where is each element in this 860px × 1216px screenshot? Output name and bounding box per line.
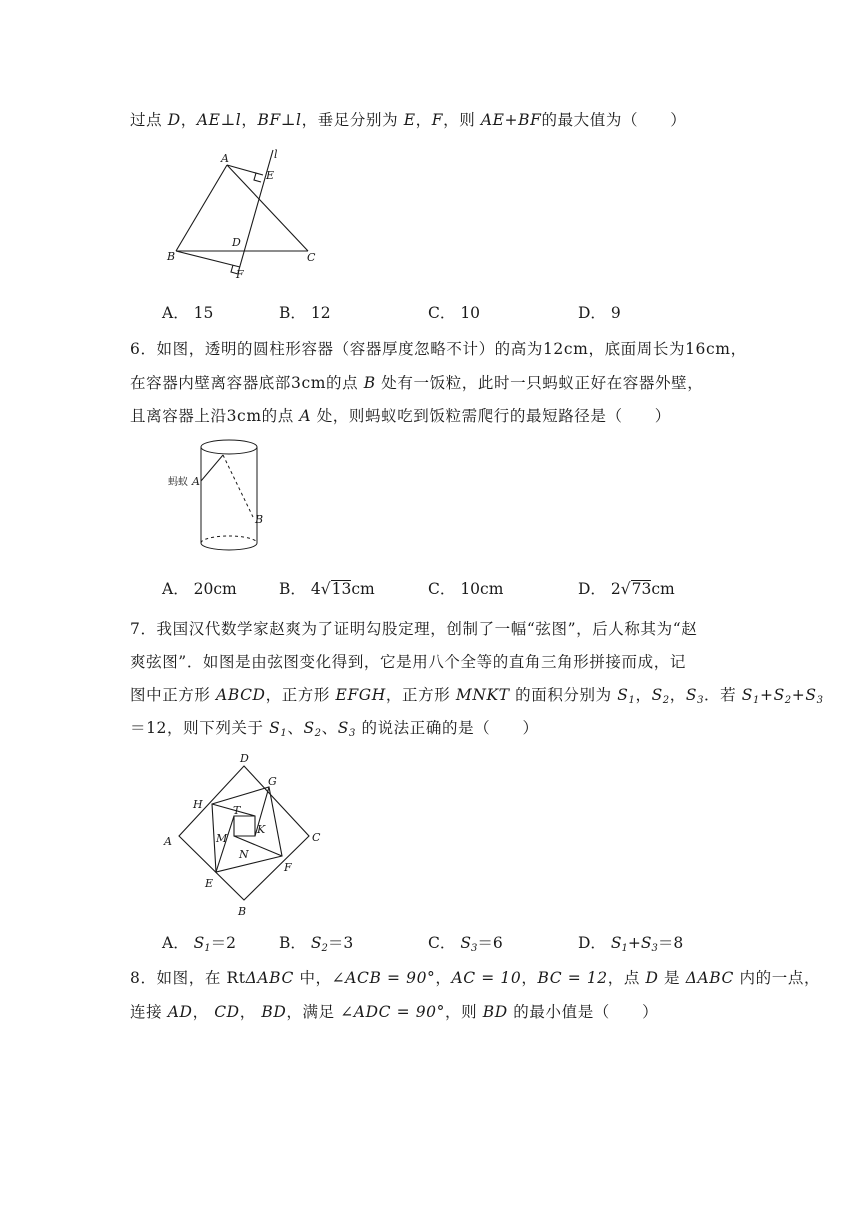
text: ， <box>239 1003 262 1021</box>
q7-option-a[interactable] <box>162 931 236 961</box>
option-radicand: 73 <box>631 580 652 598</box>
subscript: 3 <box>348 728 356 739</box>
var-a: A <box>299 407 312 425</box>
var-sum: AE+BF <box>480 111 542 129</box>
subscript: 3 <box>816 695 824 706</box>
var-s: S <box>269 719 281 737</box>
label-a: A <box>192 475 200 488</box>
label-n: N <box>239 848 249 861</box>
cylinder-top <box>201 440 257 454</box>
option-text: ＝8 <box>657 934 684 952</box>
q7-line-4 <box>130 716 539 746</box>
text: ＝12，则下列关于 <box>130 719 270 737</box>
q6-option-c[interactable] <box>428 577 503 601</box>
option-text: 10 <box>460 304 481 322</box>
var-mnkt: MNKT <box>455 686 510 704</box>
option-coef: 2 <box>610 580 621 598</box>
square-abcd <box>179 766 309 900</box>
var-d: D <box>645 969 659 987</box>
var-s: S <box>337 719 349 737</box>
text: ，正方形 <box>385 686 456 704</box>
text: + <box>759 686 774 704</box>
option-letter: C． <box>428 580 456 598</box>
q6-line-3 <box>130 404 671 428</box>
var-s: S <box>773 686 785 704</box>
label-b: B <box>255 513 264 526</box>
square-mnkt <box>234 816 255 836</box>
q7-option-c[interactable] <box>428 931 503 961</box>
text: ， <box>521 969 538 987</box>
label-e: E <box>266 169 275 182</box>
var-ad: AD <box>167 1003 193 1021</box>
subscript: 3 <box>470 943 478 954</box>
q6-option-b[interactable]: B． 4√13cm <box>279 580 375 598</box>
label-c: C <box>307 251 316 264</box>
label-a: A <box>221 152 229 165</box>
text: 且离容器上沿3cm的点 <box>130 407 300 425</box>
var-f: F <box>431 111 444 129</box>
var-bf: BF <box>257 111 281 129</box>
label-f: F <box>284 861 292 874</box>
perp-symbol: ⊥ <box>280 111 296 129</box>
option-letter: A． <box>162 934 189 952</box>
text: 的说法正确的是（ ） <box>355 719 539 737</box>
text: ，则 <box>445 1003 483 1021</box>
option-coef: 4 <box>310 580 321 598</box>
q5-option-d[interactable] <box>578 301 621 325</box>
var-s: S <box>651 686 663 704</box>
text: 过点 <box>130 111 168 129</box>
option-letter: D． <box>578 304 606 322</box>
text: ，满足 <box>286 1003 341 1021</box>
q7-line-1 <box>130 617 697 641</box>
subscript: 2 <box>662 695 670 706</box>
option-letter: B． <box>279 934 306 952</box>
text: 内的一点， <box>734 969 821 987</box>
text: + <box>791 686 806 704</box>
text: ，则 <box>443 111 481 129</box>
label-d: D <box>232 236 241 249</box>
text: ， <box>415 111 432 129</box>
var-l: l <box>235 111 242 129</box>
q5-option-c[interactable] <box>428 301 480 325</box>
option-letter: C． <box>428 304 456 322</box>
text: 8．如图，在 Rt <box>130 969 246 987</box>
text: + <box>627 934 641 952</box>
option-letter: D． <box>578 580 606 598</box>
subscript: 3 <box>651 943 658 954</box>
text: ，正方形 <box>265 686 336 704</box>
ant-path-inside <box>223 455 253 517</box>
segment-ab <box>176 165 227 251</box>
text: ，垂足分别为 <box>301 111 404 129</box>
var-triangle: ΔABC <box>245 969 294 987</box>
text: 在容器内壁离容器底部3cm的点 <box>130 374 364 392</box>
option-text: ＝2 <box>210 934 237 952</box>
var-efgh: EFGH <box>335 686 386 704</box>
var-s: S <box>460 934 471 952</box>
q5-option-b[interactable] <box>279 301 331 325</box>
subscript: 2 <box>314 728 322 739</box>
var-s: S <box>310 934 322 952</box>
cylinder-bottom-front <box>201 543 257 550</box>
option-letter: C． <box>428 934 456 952</box>
label-a: A <box>164 835 172 848</box>
text: 的面积分别为 <box>509 686 618 704</box>
var-s: S <box>741 686 753 704</box>
var-b: B <box>363 374 376 392</box>
subscript: 1 <box>628 695 636 706</box>
option-unit: cm <box>651 580 675 598</box>
subscript: 1 <box>621 943 628 954</box>
option-letter: D． <box>578 934 606 952</box>
option-letter: A． <box>162 580 189 598</box>
text: 的最小值是（ ） <box>507 1003 659 1021</box>
text: ， <box>669 686 686 704</box>
var-bd: BD <box>261 1003 287 1021</box>
var-s: S <box>193 934 205 952</box>
label-t: T <box>233 804 241 817</box>
option-text: 15 <box>193 304 214 322</box>
var-triangle: ΔABC <box>685 969 735 987</box>
var-angle: ∠ACB = 90° <box>331 969 436 987</box>
label-e: E <box>205 877 214 890</box>
perp-symbol: ⊥ <box>220 111 236 129</box>
label-d: D <box>240 752 249 765</box>
var-d: D <box>167 111 181 129</box>
q7-line-3 <box>130 683 824 713</box>
subscript: 1 <box>204 943 211 954</box>
option-text: ＝6 <box>477 934 503 952</box>
label-m: M <box>216 832 228 845</box>
text: 中， <box>293 969 332 987</box>
text: ，点 <box>607 969 646 987</box>
option-text: 20cm <box>193 580 237 598</box>
label-g: G <box>268 775 277 788</box>
text: 处有一饭粒，此时一只蚂蚁正好在容器外壁， <box>375 374 704 392</box>
option-text: 10cm <box>460 580 504 598</box>
label-h: H <box>193 798 203 811</box>
label-b: B <box>238 905 247 918</box>
text: 、 <box>287 719 304 737</box>
text: 的最大值为（ ） <box>541 111 687 129</box>
q6-option-d[interactable]: D． 2√73cm <box>578 580 675 598</box>
option-letter: A． <box>162 304 189 322</box>
label-l: l <box>274 148 278 161</box>
option-radicand: 13 <box>331 580 352 598</box>
subscript: 1 <box>280 728 288 739</box>
q7-option-d[interactable] <box>578 931 683 961</box>
q7-line-2 <box>130 650 686 674</box>
var-ae: AE <box>196 111 221 129</box>
label-ant: 蚂蚁 <box>168 477 188 488</box>
label-k: K <box>257 823 266 836</box>
var-s: S <box>640 934 652 952</box>
var-bc: BC = 12 <box>537 969 608 987</box>
var-angle: ∠ADC = 90° <box>340 1003 445 1021</box>
q6-option-a[interactable] <box>162 577 237 601</box>
var-e: E <box>403 111 416 129</box>
option-unit: cm <box>351 580 375 598</box>
var-abcd: ABCD <box>216 686 266 704</box>
subscript: 3 <box>697 695 705 706</box>
subscript: 2 <box>321 943 328 954</box>
text: ， <box>180 111 197 129</box>
text: ， <box>241 111 258 129</box>
label-f: F <box>236 268 244 281</box>
text: 7．我国汉代数学家赵爽为了证明勾股定理，创制了一幅“弦图”，后人称其为“赵 <box>130 620 698 638</box>
var-s: S <box>610 934 622 952</box>
q7-option-b[interactable] <box>279 931 353 961</box>
option-text: ＝3 <box>327 934 354 952</box>
text: 是 <box>658 969 686 987</box>
q6-line-1 <box>130 337 747 361</box>
q7-zhao-shuang-figure <box>160 748 340 923</box>
text: ， <box>435 969 452 987</box>
ant-path-outside <box>201 455 223 481</box>
cylinder-bottom-back <box>201 536 257 543</box>
option-text: 12 <box>310 304 331 322</box>
text: 爽弦图”．如图是由弦图变化得到，它是用八个全等的直角三角形拼接而成，记 <box>130 653 686 671</box>
var-s: S <box>303 719 315 737</box>
q6-cylinder-figure <box>165 435 275 560</box>
var-s: S <box>685 686 698 704</box>
subscript: 1 <box>753 695 760 706</box>
var-bd: BD <box>482 1003 508 1021</box>
q8-line-1 <box>130 966 820 990</box>
text: 连接 <box>130 1003 168 1021</box>
text: 处，则蚂蚁吃到饭粒需爬行的最短路径是（ ） <box>311 407 671 425</box>
q8-line-2 <box>130 1000 658 1024</box>
option-letter: B． <box>279 304 306 322</box>
segment-bf <box>176 251 240 267</box>
var-s: S <box>805 686 817 704</box>
label-b: B <box>167 250 176 263</box>
text: 6．如图，透明的圆柱形容器（容器厚度忽略不计）的高为12cm，底面周长为16cm， <box>130 340 747 358</box>
text: 、 <box>321 719 338 737</box>
text: ， <box>635 686 652 704</box>
var-cd: CD <box>214 1003 240 1021</box>
q5-figure <box>160 145 320 280</box>
q5-stem <box>130 108 686 132</box>
q6-line-2 <box>130 371 703 395</box>
var-l: l <box>296 111 302 129</box>
text: 图中正方形 <box>130 686 217 704</box>
var-ac: AC = 10 <box>451 969 522 987</box>
label-c: C <box>312 831 321 844</box>
text: ， <box>192 1003 215 1021</box>
subscript: 2 <box>784 695 792 706</box>
text: ．若 <box>704 686 742 704</box>
option-text: 9 <box>610 304 621 322</box>
var-s: S <box>617 686 629 704</box>
q5-option-a[interactable] <box>162 301 213 325</box>
option-letter: B． <box>279 580 306 598</box>
